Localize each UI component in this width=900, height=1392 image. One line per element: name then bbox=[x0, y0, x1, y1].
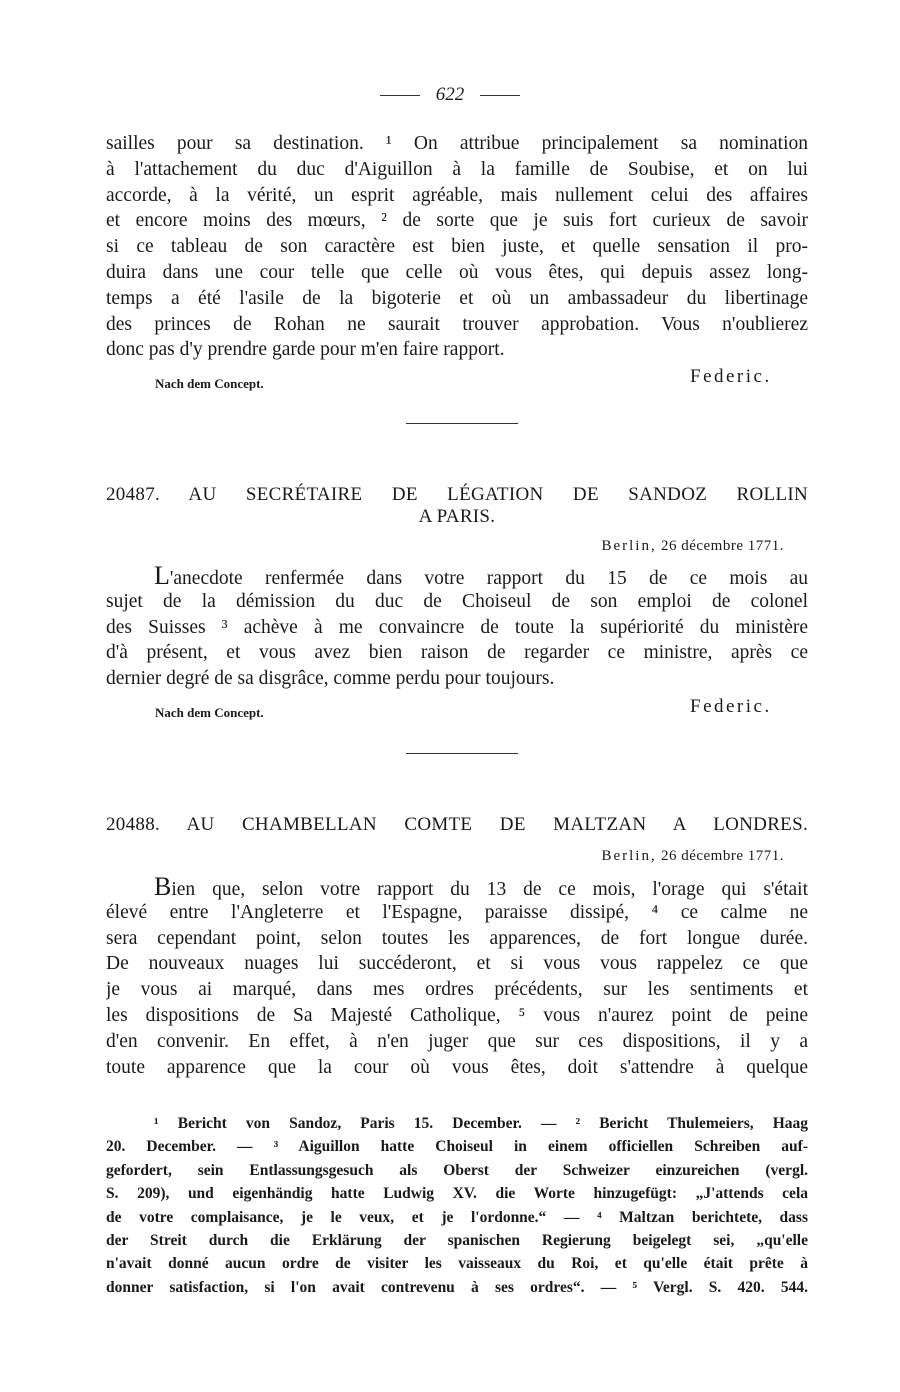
page-header bbox=[0, 84, 900, 106]
text-line: si ce tableau de son caractère est bien juste, et quelle sensation il pro- bbox=[106, 236, 808, 258]
footnote-line: ¹ Bericht von Sandoz, Paris 15. December. — ² Bericht Thulemeiers, Haag bbox=[154, 1115, 808, 1132]
text-line: les dispositions de Sa Majesté Catholique, ⁵ vous n'aurez point de peine bbox=[106, 1004, 808, 1026]
text-line: d'à présent, et vous avez bien raison de regarder ce ministre, après ce bbox=[106, 642, 808, 664]
prev-letter-body bbox=[106, 131, 808, 363]
text-line: sera cependant point, selon toutes les apparences, de fort longue durée. bbox=[106, 927, 808, 949]
text-line: sujet de la démission du duc de Choiseul de son emploi de colonel bbox=[106, 590, 808, 612]
signature: Federic. bbox=[690, 366, 772, 387]
header-dash-right bbox=[480, 95, 520, 96]
letter-body-20487 bbox=[106, 563, 808, 692]
dateline bbox=[601, 848, 784, 865]
text-line: d'en convenir. En effet, à n'en juger que sur ces dispositions, il y a bbox=[106, 1030, 808, 1052]
heading-line: 20487. AU SECRÉTAIRE DE LÉGATION DE SANDOZ ROLLIN bbox=[106, 484, 808, 505]
concept-note: Nach dem Concept. bbox=[155, 376, 264, 391]
text-line bbox=[106, 563, 808, 589]
text-line: élevé entre l'Angleterre et l'Espagne, paraisse dissipé, ⁴ ce calme ne bbox=[106, 901, 808, 923]
heading-line: A PARIS. bbox=[418, 506, 496, 527]
signature: Federic. bbox=[690, 696, 772, 717]
dropcap: L bbox=[154, 563, 170, 589]
date-place: Berlin, bbox=[601, 538, 657, 554]
text-line: toute apparence que la cour où vous êtes, doit s'attendre à quelque bbox=[106, 1056, 808, 1078]
footnote-line: de votre complaisance, je le veux, et je l'ordonne.“ — ⁴ Maltzan berichtete, dass bbox=[106, 1208, 808, 1226]
text-line-rest: 'anecdote renfermée dans votre rapport du 15 de ce mois au bbox=[169, 568, 808, 589]
date-text: 26 décembre 1771. bbox=[660, 848, 784, 864]
date-text: 26 décembre 1771. bbox=[660, 538, 784, 554]
dateline bbox=[601, 538, 784, 555]
date-place: Berlin, bbox=[601, 848, 657, 864]
text-line: accorde, à la vérité, un esprit agréable, mais nullement celui des affaires bbox=[106, 184, 808, 206]
text-line: temps a été l'asile de la bigoterie et où un ambassadeur du libertinage bbox=[106, 287, 808, 309]
letter-heading-20487 bbox=[106, 484, 808, 528]
text-line bbox=[106, 874, 808, 900]
section-divider bbox=[406, 753, 518, 754]
footnote-line: donner satisfaction, si l'on avait contrevenu à ses ordres“. — ⁵ Vergl. S. 420. 544. bbox=[106, 1278, 808, 1296]
footnote-line: 20. December. — ³ Aiguillon hatte Choiseul in einem officiellen Schreiben auf- bbox=[106, 1138, 808, 1156]
text-line: des princes de Rohan ne saurait trouver approbation. Vous n'oublierez bbox=[106, 313, 808, 335]
text-line: je vous ai marqué, dans mes ordres précédents, sur les sentiments et bbox=[106, 979, 808, 1001]
text-line: duira dans une cour telle que celle où vous êtes, qui depuis assez long- bbox=[106, 261, 808, 283]
footnote-line: S. 209), und eigenhändig hatte Ludwig XV. die Worte hinzugefügt: „J'attends cela bbox=[106, 1185, 808, 1203]
text-line: donc pas d'y prendre garde pour m'en faire rapport. bbox=[106, 339, 505, 361]
concept-note: Nach dem Concept. bbox=[155, 705, 264, 720]
text-line: sailles pour sa destination. ¹ On attribue principalement sa nomination bbox=[106, 133, 808, 154]
text-line: à l'attachement du duc d'Aiguillon à la famille de Soubise, et on lui bbox=[106, 158, 808, 180]
heading-line: 20488. AU CHAMBELLAN COMTE DE MALTZAN A LONDRES. bbox=[106, 814, 808, 835]
letter-heading-20488 bbox=[106, 814, 808, 836]
section-divider bbox=[406, 423, 518, 424]
footnotes bbox=[106, 1112, 808, 1299]
text-line: et encore moins des mœurs, ² de sorte que je suis fort curieux de savoir bbox=[106, 210, 808, 232]
footnote-line: der Streit durch die Erklärung der spanischen Regierung beigelegt sei, „qu'elle bbox=[106, 1231, 808, 1249]
letter-body-20488 bbox=[106, 874, 808, 1080]
text-line-rest: ien que, selon votre rapport du 13 de ce mois, l'orage qui s'était bbox=[171, 879, 808, 900]
page-number: 622 bbox=[435, 84, 465, 105]
header-dash-left bbox=[380, 95, 420, 96]
text-line: dernier degré de sa disgrâce, comme perdu pour toujours. bbox=[106, 668, 555, 690]
footnote-line: gefordert, sein Entlassungsgesuch als Oberst der Schweizer einzureichen (vergl. bbox=[106, 1161, 808, 1179]
text-line: des Suisses ³ achève à me convaincre de toute la supériorité du ministère bbox=[106, 616, 808, 638]
dropcap: B bbox=[154, 874, 172, 900]
footnote-line: n'avait donné aucun ordre de visiter les vaisseaux du Roi, et qu'elle était prête à bbox=[106, 1255, 808, 1273]
text-line: De nouveaux nuages lui succéderont, et si vous vous rappelez ce que bbox=[106, 953, 808, 975]
